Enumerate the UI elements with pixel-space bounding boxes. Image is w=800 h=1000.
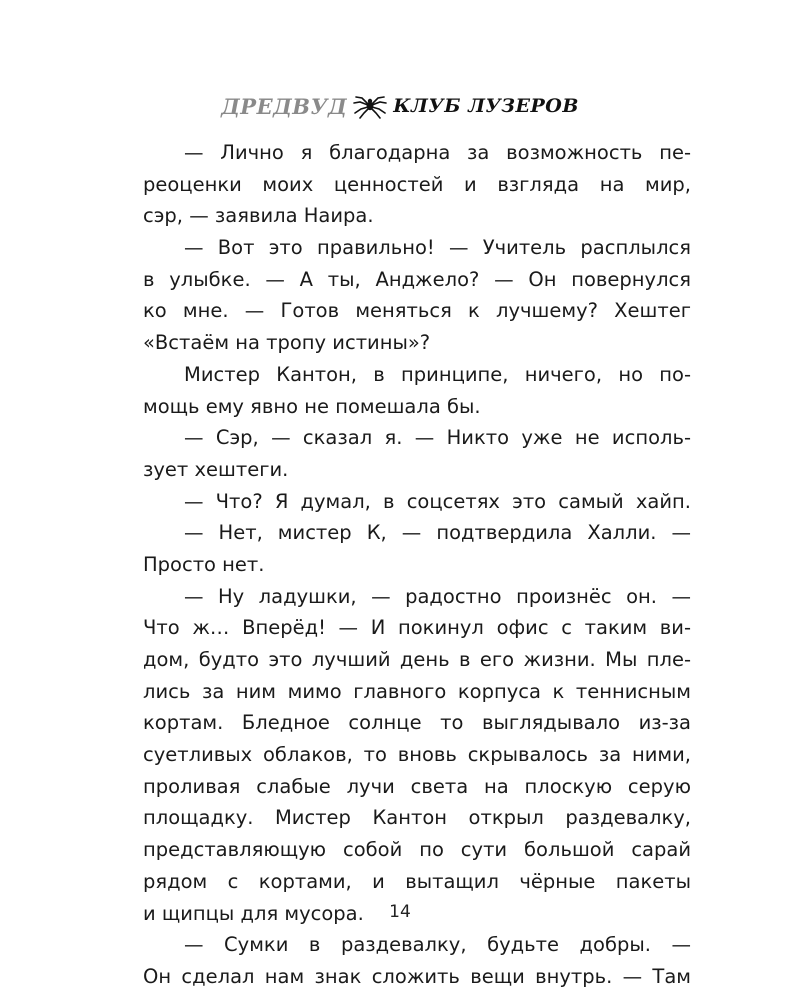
text-line: — Что? Я думал, в соцсетях это самый хайп. (184, 489, 691, 513)
text-line: зует хештеги. (143, 457, 289, 481)
text-line: ко мне. — Готов меняться к лучшему? Хештег (143, 299, 691, 323)
text-line: площадку. Мистер Кантон открыл раздевалку, (143, 806, 691, 830)
text-line: проливая слабые лучи света на плоскую серую (143, 774, 691, 798)
text-line: представляющую собой по сути большой сарай (143, 838, 691, 862)
text-line: — Вот это правильно! — Учитель расплылся (184, 236, 691, 260)
text-line: — Сэр, — сказал я. — Никто уже не исполь- (184, 426, 691, 450)
text-line: Просто нет. (143, 552, 265, 576)
book-title: КЛУБ ЛУЗЕРОВ (393, 95, 579, 117)
text-line: Что ж… Вперёд! — И покинул офис с таким ви- (143, 616, 691, 640)
body-text (143, 137, 691, 993)
text-line: рядом с кортами, и вытащил чёрные пакеты (143, 869, 691, 893)
text-line: лись за ним мимо главного корпуса к теннисным (143, 679, 691, 703)
text-line: в улыбке. — А ты, Анджело? — Он повернулся (143, 267, 691, 291)
running-head (140, 86, 660, 126)
text-line: суетливых облаков, то вновь скрывалось за ними, (143, 743, 691, 767)
page-number: 14 (389, 902, 411, 922)
spider-icon (353, 93, 387, 119)
text-line: — Лично я благодарна за возможность пе- (184, 141, 691, 164)
text-line: сэр, — заявила Наира. (143, 204, 374, 228)
series-title: ДРЕДВУД (221, 93, 348, 119)
text-line: — Ну ладушки, — радостно произнёс он. — (184, 584, 691, 608)
text-line: — Сумки в раздевалку, будьте добры. — (184, 933, 691, 957)
text-line: реоценки моих ценностей и взгляда на мир, (143, 172, 691, 196)
text-line: и щипцы для мусора. (143, 901, 364, 925)
text-line: Он сделал нам знак сложить вещи внутрь. — Там (143, 964, 691, 988)
text-line: мощь ему явно не помешала бы. (143, 394, 481, 418)
text-line: «Встаём на тропу истины»? (143, 331, 431, 355)
text-line: кортам. Бледное солнце то выглядывало из-за (143, 711, 691, 735)
text-line: дом, будто это лучший день в его жизни. Мы пле- (143, 648, 691, 671)
text-line: — Нет, мистер К, — подтвердила Халли. — (184, 521, 691, 545)
text-line: Мистер Кантон, в принципе, ничего, но по- (184, 362, 691, 386)
